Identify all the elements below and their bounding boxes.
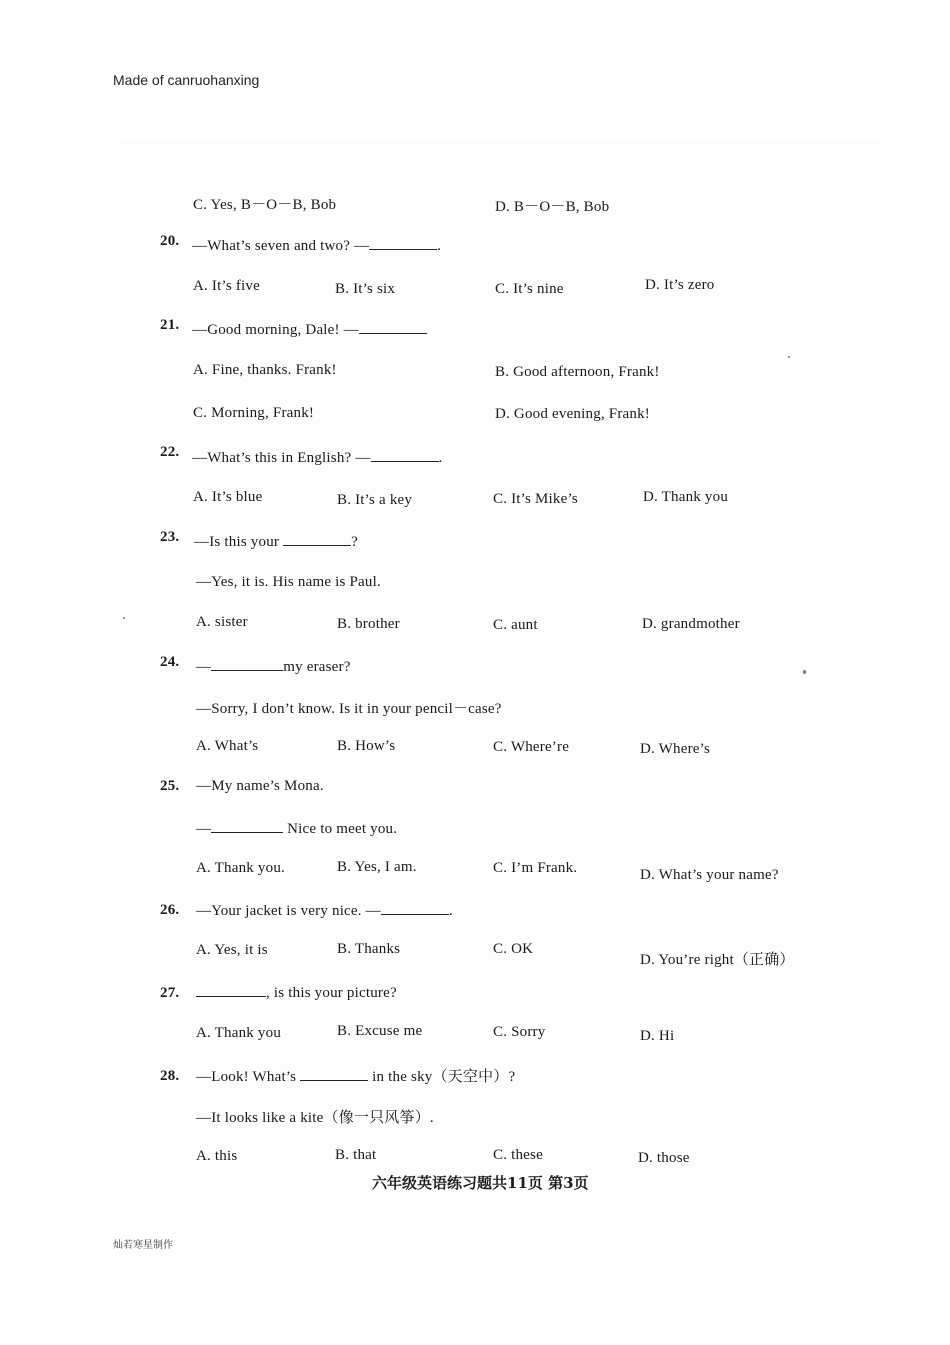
q22-option-d: D. Thank you	[643, 489, 729, 505]
scan-speck	[803, 670, 806, 674]
q28-option-a: A. this	[196, 1148, 238, 1164]
q20-option-b: B. It’s six	[335, 281, 396, 297]
q23-answer-line: —Yes, it is. His name is Paul.	[196, 574, 381, 590]
q25-number: 25.	[160, 778, 180, 794]
q24-stem-text: my eraser?	[283, 659, 351, 675]
q25-line-text: Nice to meet you.	[283, 821, 398, 837]
q27-number: 27.	[160, 985, 180, 1001]
q24-option-b: B. How’s	[337, 738, 396, 754]
q25-line-dash: —	[196, 821, 212, 837]
q24-answer-line: —Sorry, I don’t know. Is it in your pencil－case?	[196, 701, 502, 717]
q22-option-a: A. It’s blue	[193, 489, 263, 505]
q24-stem	[196, 657, 351, 676]
q23-stem-text: —Is this your	[194, 534, 284, 550]
q27-option-c: C. Sorry	[493, 1024, 546, 1040]
q22-stem-end: .	[438, 450, 443, 466]
q23-option-b: B. brother	[337, 616, 400, 632]
q22-blank	[371, 448, 439, 462]
q22-option-c: C. It’s Mike’s	[493, 491, 578, 507]
q24-number: 24.	[160, 654, 180, 670]
q21-stem	[192, 320, 427, 339]
scan-speck	[788, 356, 790, 358]
q27-stem	[196, 983, 397, 1002]
q21-option-d: D. Good evening, Frank!	[495, 406, 650, 422]
q27-option-b: B. Excuse me	[337, 1023, 423, 1039]
q28-stem-end: in the sky（天空中）?	[368, 1069, 516, 1085]
q22-number: 22.	[160, 444, 180, 460]
q21-blank	[359, 320, 427, 334]
q26-option-d: D. You’re right（正确）	[640, 952, 795, 968]
q28-stem	[196, 1065, 515, 1086]
q22-stem	[192, 448, 442, 467]
q26-blank	[381, 901, 449, 915]
q19-option-d: D. B－O－B, Bob	[495, 199, 610, 215]
q23-option-c: C. aunt	[493, 617, 538, 633]
q26-number: 26.	[160, 902, 180, 918]
header-note: Made of canruohanxing	[113, 72, 260, 88]
q28-option-b: B. that	[335, 1147, 377, 1163]
q22-stem-text: —What’s this in English? —	[192, 450, 371, 466]
page-number-footer: 六年级英语练习题共11页 第3页	[372, 1174, 589, 1192]
q20-number: 20.	[160, 233, 180, 249]
q25-option-d: D. What’s your name?	[640, 867, 779, 883]
q22-option-b: B. It’s a key	[337, 492, 413, 508]
q25-stem: —My name’s Mona.	[196, 778, 324, 794]
q20-option-c: C. It’s nine	[495, 281, 564, 297]
q28-option-c: C. these	[493, 1147, 543, 1163]
q25-option-b: B. Yes, I am.	[337, 859, 417, 875]
q26-stem-end: .	[448, 903, 453, 919]
q21-number: 21.	[160, 317, 180, 333]
q24-stem-dash: —	[196, 659, 212, 675]
q24-option-d: D. Where’s	[640, 741, 711, 757]
q27-blank	[196, 983, 266, 997]
q25-option-a: A. Thank you.	[196, 860, 285, 876]
q20-stem-end: .	[437, 238, 442, 254]
q20-blank	[369, 236, 437, 250]
q26-stem	[196, 901, 453, 920]
q23-stem-end: ?	[351, 534, 358, 550]
q26-stem-text: —Your jacket is very nice. —	[196, 903, 381, 919]
q26-option-a: A. Yes, it is	[196, 942, 268, 958]
q27-option-d: D. Hi	[640, 1028, 675, 1044]
q28-number: 28.	[160, 1068, 180, 1084]
q23-number: 23.	[160, 529, 180, 545]
q23-option-d: D. grandmother	[642, 616, 740, 632]
scan-speck	[123, 617, 125, 619]
q20-option-a: A. It’s five	[193, 278, 260, 294]
q25-blank	[211, 819, 283, 833]
q24-option-c: C. Where’re	[493, 739, 570, 755]
q21-option-a: A. Fine, thanks. Frank!	[193, 362, 337, 378]
footer-note: 灿若寒星制作	[113, 1240, 173, 1251]
q23-stem	[194, 532, 358, 551]
q24-blank	[211, 657, 283, 671]
q25-option-c: C. I’m Frank.	[493, 860, 578, 876]
q19-option-c: C. Yes, B－O－B, Bob	[193, 197, 337, 213]
q21-option-c: C. Morning, Frank!	[193, 405, 315, 421]
q24-option-a: A. What’s	[196, 738, 259, 754]
q28-answer-line: —It looks like a kite（像一只风筝）.	[196, 1110, 434, 1126]
q25-answer-line	[196, 819, 397, 838]
q26-option-b: B. Thanks	[337, 941, 401, 957]
q21-stem-text: —Good morning, Dale! —	[192, 322, 359, 338]
q20-stem-text: —What’s seven and two? —	[192, 238, 370, 254]
q23-blank	[283, 532, 351, 546]
q20-stem	[192, 236, 441, 255]
q27-option-a: A. Thank you	[196, 1025, 282, 1041]
q23-option-a: A. sister	[196, 614, 248, 630]
q28-stem-text: —Look! What’s	[196, 1069, 301, 1085]
q28-blank	[300, 1067, 368, 1081]
q26-option-c: C. OK	[493, 941, 534, 957]
q28-option-d: D. those	[638, 1150, 690, 1166]
q27-stem-text: , is this your picture?	[266, 985, 397, 1001]
q20-option-d: D. It’s zero	[645, 277, 715, 293]
q21-option-b: B. Good afternoon, Frank!	[495, 364, 660, 380]
